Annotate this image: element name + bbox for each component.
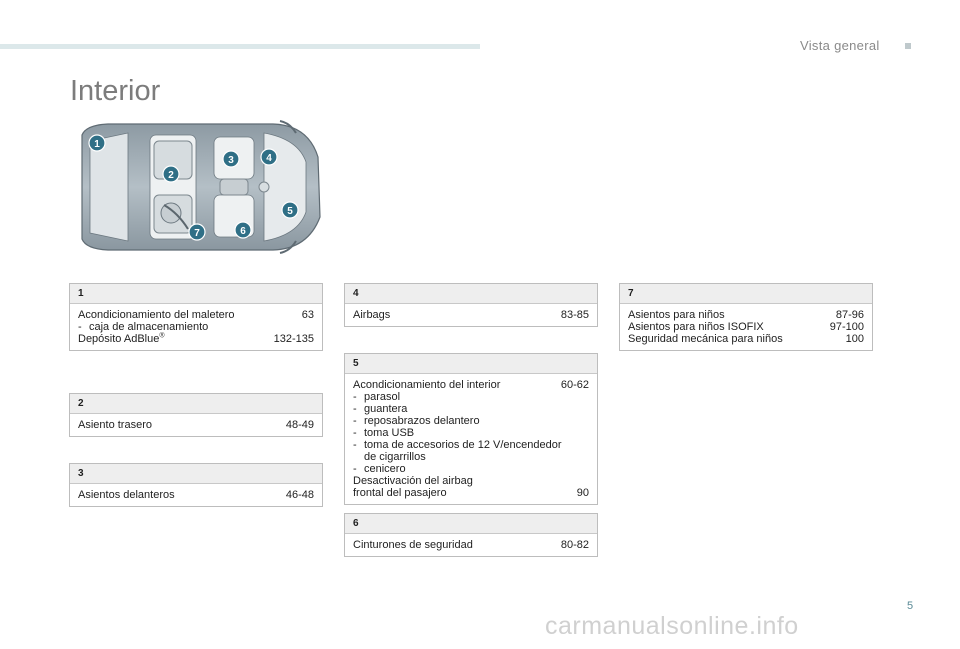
box-5: [344, 353, 598, 505]
toc-subrow[interactable]: - toma de accesorios de 12 V/encendedor de cigarrillos: [353, 439, 562, 463]
toc-row[interactable]: Depósito AdBlue® 132-135: [78, 332, 314, 345]
toc-subrow[interactable]: - parasol: [353, 391, 401, 403]
box-6: [344, 513, 598, 557]
section-marker: [905, 43, 911, 49]
box-number: 7: [620, 284, 872, 304]
toc-row[interactable]: Acondicionamiento del maletero 63: [78, 309, 314, 321]
toc-row[interactable]: Cinturones de seguridad 80-82: [353, 539, 589, 551]
callout-2-label: 2: [168, 170, 174, 181]
callout-7-label: 7: [194, 228, 200, 239]
toc-row[interactable]: Asientos para niños 87-96: [628, 309, 864, 321]
toc-subrow[interactable]: - reposabrazos delantero: [353, 415, 480, 427]
page-title: Interior: [70, 75, 161, 107]
callout-6-label: 6: [240, 226, 246, 237]
toc-row[interactable]: Acondicionamiento del interior 60-62: [353, 379, 589, 391]
toc-subrow[interactable]: - caja de almacenamiento: [78, 321, 209, 333]
section-name: Vista general: [800, 38, 880, 53]
toc-subrow[interactable]: - toma USB: [353, 427, 415, 439]
watermark: carmanualsonline.info: [545, 612, 799, 640]
toc-row[interactable]: Asientos para niños ISOFIX 97-100: [628, 321, 864, 333]
header-accent-bar: [0, 44, 480, 49]
box-number: 2: [70, 394, 322, 414]
box-2: [69, 393, 323, 437]
callout-1-label: 1: [94, 139, 100, 150]
toc-subrow[interactable]: - guantera: [353, 403, 408, 415]
box-number: 3: [70, 464, 322, 484]
toc-row[interactable]: Asientos delanteros 46-48: [78, 489, 314, 501]
box-number: 6: [345, 514, 597, 534]
callout-5-label: 5: [287, 206, 293, 217]
car-interior-illustration: [68, 117, 323, 257]
toc-row[interactable]: Asiento trasero 48-49: [78, 419, 314, 431]
box-number: 1: [70, 284, 322, 304]
box-4: [344, 283, 598, 327]
toc-subrow[interactable]: - cenicero: [353, 463, 406, 475]
box-number: 4: [345, 284, 597, 304]
toc-row[interactable]: frontal del pasajero 90: [353, 487, 589, 499]
toc-row[interactable]: Desactivación del airbag: [353, 475, 473, 487]
toc-row[interactable]: Airbags 83-85: [353, 309, 589, 321]
box-1: [69, 283, 323, 351]
callout-3-label: 3: [228, 155, 234, 166]
page-number: 5: [907, 600, 914, 612]
callout-4-label: 4: [266, 153, 272, 164]
box-7: [619, 283, 873, 351]
toc-row[interactable]: Seguridad mecánica para niños 100: [628, 333, 864, 345]
box-number: 5: [345, 354, 597, 374]
box-3: [69, 463, 323, 507]
